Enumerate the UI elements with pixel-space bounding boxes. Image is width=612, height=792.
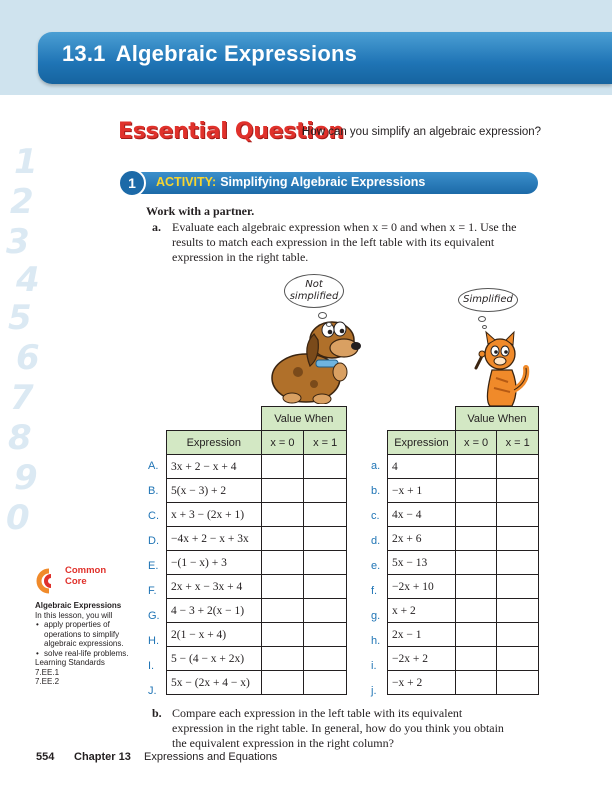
row-letter: j. xyxy=(371,685,377,697)
value-input-cell[interactable] xyxy=(261,479,304,503)
dog-illustration xyxy=(262,312,368,404)
value-input-cell[interactable] xyxy=(304,599,347,623)
common-core-title xyxy=(65,565,106,587)
left-expression-table xyxy=(166,406,347,695)
expression-cell: 5(x − 3) + 2 xyxy=(167,479,262,503)
thought-bubble-simplified: Simplified xyxy=(458,288,518,312)
value-input-cell[interactable] xyxy=(455,455,497,479)
value-input-cell[interactable] xyxy=(497,479,539,503)
row-letter: i. xyxy=(371,660,377,672)
common-core-heading: Algebraic Expressions xyxy=(35,601,122,610)
margin-digit: 6 xyxy=(16,338,40,378)
expression-cell: 4 xyxy=(388,455,456,479)
table-row xyxy=(167,551,347,575)
expression-cell: −(1 − x) + 3 xyxy=(167,551,262,575)
section-title-text: Algebraic Expressions xyxy=(115,41,358,66)
row-letter: d. xyxy=(371,535,381,547)
value-input-cell[interactable] xyxy=(261,527,304,551)
value-input-cell[interactable] xyxy=(261,647,304,671)
value-input-cell[interactable] xyxy=(261,503,304,527)
expression-cell: 5 − (4 − x + 2x) xyxy=(167,647,262,671)
expression-cell: 5x − 13 xyxy=(388,551,456,575)
footer-chapter: Chapter 13 xyxy=(74,751,131,763)
expression-cell: −x + 1 xyxy=(388,479,456,503)
value-input-cell[interactable] xyxy=(497,623,539,647)
expression-cell: 2x + 6 xyxy=(388,527,456,551)
value-input-cell[interactable] xyxy=(304,575,347,599)
margin-digit: 3 xyxy=(6,222,30,262)
standard-code: 7.EE.2 xyxy=(35,677,60,686)
expression-cell: x + 3 − (2x + 1) xyxy=(167,503,262,527)
table-row xyxy=(167,575,347,599)
table-row xyxy=(167,647,347,671)
page-footer xyxy=(36,751,278,763)
expression-cell: 4 − 3 + 2(x − 1) xyxy=(167,599,262,623)
essential-question-text: How can you simplify an algebraic expression? xyxy=(302,126,542,138)
common-core-title-line2: Core xyxy=(65,576,87,587)
expression-cell: 4x − 4 xyxy=(388,503,456,527)
value-input-cell[interactable] xyxy=(455,527,497,551)
row-letter: c. xyxy=(371,510,380,522)
common-core-box xyxy=(35,601,135,687)
expression-cell: −4x + 2 − x + 3x xyxy=(167,527,262,551)
table-row xyxy=(388,599,539,623)
table-row xyxy=(388,647,539,671)
expression-cell: 3x + 2 − x + 4 xyxy=(167,455,262,479)
value-input-cell[interactable] xyxy=(261,455,304,479)
activity-number: 1 xyxy=(118,169,146,197)
bubble-dot xyxy=(482,325,487,329)
margin-digit: 1 xyxy=(14,142,38,182)
section-title xyxy=(62,41,357,67)
row-letter: B. xyxy=(148,485,159,497)
expression-cell: x + 2 xyxy=(388,599,456,623)
row-letter: J. xyxy=(148,685,157,697)
common-core-logo-icon xyxy=(35,568,61,594)
expression-cell: 2x + x − 3x + 4 xyxy=(167,575,262,599)
right-expression-table xyxy=(387,406,539,695)
value-input-cell[interactable] xyxy=(304,551,347,575)
value-input-cell[interactable] xyxy=(455,575,497,599)
value-input-cell[interactable] xyxy=(497,551,539,575)
value-input-cell[interactable] xyxy=(304,527,347,551)
table-row xyxy=(167,479,347,503)
question-b-text: Compare each expression in the left table with its equivalent expression in the right table. In general, how do you think you obtain the equivalent expression in the right column? xyxy=(172,706,504,750)
row-letter: a. xyxy=(371,460,381,472)
table-row xyxy=(167,599,347,623)
expression-cell: 2x − 1 xyxy=(388,623,456,647)
list-item: • apply properties of operations to simplify algebraic expressions. xyxy=(35,620,135,649)
activity-heading xyxy=(156,175,425,189)
value-input-cell[interactable] xyxy=(261,623,304,647)
work-with-partner: Work with a partner. xyxy=(146,204,255,218)
value-input-cell[interactable] xyxy=(497,527,539,551)
value-input-cell[interactable] xyxy=(455,647,497,671)
table-row xyxy=(167,527,347,551)
margin-digit: 8 xyxy=(8,418,32,458)
activity-title: Simplifying Algebraic Expressions xyxy=(220,175,426,189)
value-when-header: Value When xyxy=(455,407,538,431)
essential-question-label: Essential Question xyxy=(118,119,344,144)
x1-header: x = 1 xyxy=(304,431,347,455)
expression-cell: −x + 2 xyxy=(388,671,456,695)
value-input-cell[interactable] xyxy=(455,503,497,527)
expression-cell: −2x + 10 xyxy=(388,575,456,599)
bubble-dot xyxy=(478,316,486,322)
expression-cell: 2(1 − x + 4) xyxy=(167,623,262,647)
margin-digit: 2 xyxy=(10,182,34,222)
table-row xyxy=(167,455,347,479)
footer-chapter-title: Expressions and Equations xyxy=(144,751,278,763)
table-row xyxy=(388,671,539,695)
value-input-cell[interactable] xyxy=(304,623,347,647)
margin-digit: 4 xyxy=(16,260,40,300)
value-input-cell[interactable] xyxy=(497,575,539,599)
value-when-header: Value When xyxy=(261,407,346,431)
row-letter: A. xyxy=(148,460,159,472)
value-input-cell[interactable] xyxy=(455,599,497,623)
table-row xyxy=(388,623,539,647)
value-input-cell[interactable] xyxy=(455,671,497,695)
row-letter: G. xyxy=(148,610,160,622)
row-letter: H. xyxy=(148,635,159,647)
value-input-cell[interactable] xyxy=(304,647,347,671)
common-core-bullets xyxy=(35,620,135,658)
page-number: 554 xyxy=(36,751,55,763)
expression-cell: −2x + 2 xyxy=(388,647,456,671)
common-core-intro: In this lesson, you will xyxy=(35,610,113,620)
expression-header: Expression xyxy=(388,431,456,455)
value-input-cell[interactable] xyxy=(304,479,347,503)
x1-header: x = 1 xyxy=(497,431,539,455)
x0-header: x = 0 xyxy=(455,431,497,455)
question-a-text: Evaluate each algebraic expression when x = 0 and when x = 1. Use the results to match each expression in the left table with its equivalent expression in the right table. xyxy=(172,220,517,264)
question-b-letter: b. xyxy=(152,706,162,720)
margin-digit: 0 xyxy=(6,498,30,538)
standard-code: 7.EE.1 xyxy=(35,667,60,677)
row-letter: C. xyxy=(148,510,159,522)
value-input-cell[interactable] xyxy=(497,647,539,671)
margin-digit: 9 xyxy=(14,458,38,498)
bubble-dot xyxy=(318,312,327,319)
expression-header: Expression xyxy=(167,431,262,455)
expression-cell: 5x − (2x + 4 − x) xyxy=(167,671,262,695)
table-row xyxy=(167,623,347,647)
row-letter: D. xyxy=(148,535,159,547)
value-input-cell[interactable] xyxy=(455,479,497,503)
section-number: 13.1 xyxy=(62,41,106,66)
margin-digit: 5 xyxy=(8,298,32,338)
margin-digit: 7 xyxy=(10,378,34,418)
table-row xyxy=(388,527,539,551)
row-letter: F. xyxy=(148,585,157,597)
value-input-cell[interactable] xyxy=(304,455,347,479)
value-input-cell[interactable] xyxy=(304,503,347,527)
table-row xyxy=(388,575,539,599)
value-input-cell[interactable] xyxy=(304,671,347,695)
value-input-cell[interactable] xyxy=(261,599,304,623)
row-letter: E. xyxy=(148,560,159,572)
cat-illustration xyxy=(462,330,534,408)
row-letter: b. xyxy=(371,485,381,497)
table-row xyxy=(167,671,347,695)
table-row xyxy=(167,503,347,527)
row-letter: I. xyxy=(148,660,155,672)
value-input-cell[interactable] xyxy=(261,551,304,575)
common-core-title-line1: Common xyxy=(65,565,107,576)
value-input-cell[interactable] xyxy=(497,671,539,695)
value-input-cell[interactable] xyxy=(497,503,539,527)
x0-header: x = 0 xyxy=(261,431,304,455)
row-letter: h. xyxy=(371,635,381,647)
question-a-letter: a. xyxy=(152,220,161,234)
value-input-cell[interactable] xyxy=(455,623,497,647)
table-row xyxy=(388,503,539,527)
table-row xyxy=(388,455,539,479)
bubble-dot xyxy=(326,322,332,327)
activity-keyword: ACTIVITY: xyxy=(156,175,217,189)
value-input-cell[interactable] xyxy=(261,671,304,695)
value-input-cell[interactable] xyxy=(455,551,497,575)
value-input-cell[interactable] xyxy=(497,455,539,479)
thought-bubble-not-simplified: Not simplified xyxy=(284,274,344,308)
row-letter: e. xyxy=(371,560,381,572)
learning-standards-label: Learning Standards xyxy=(35,658,105,667)
list-item: • solve real-life problems. xyxy=(35,649,135,659)
value-input-cell[interactable] xyxy=(497,599,539,623)
table-row xyxy=(388,479,539,503)
row-letter: g. xyxy=(371,610,381,622)
value-input-cell[interactable] xyxy=(261,575,304,599)
row-letter: f. xyxy=(371,585,378,597)
table-row xyxy=(388,551,539,575)
